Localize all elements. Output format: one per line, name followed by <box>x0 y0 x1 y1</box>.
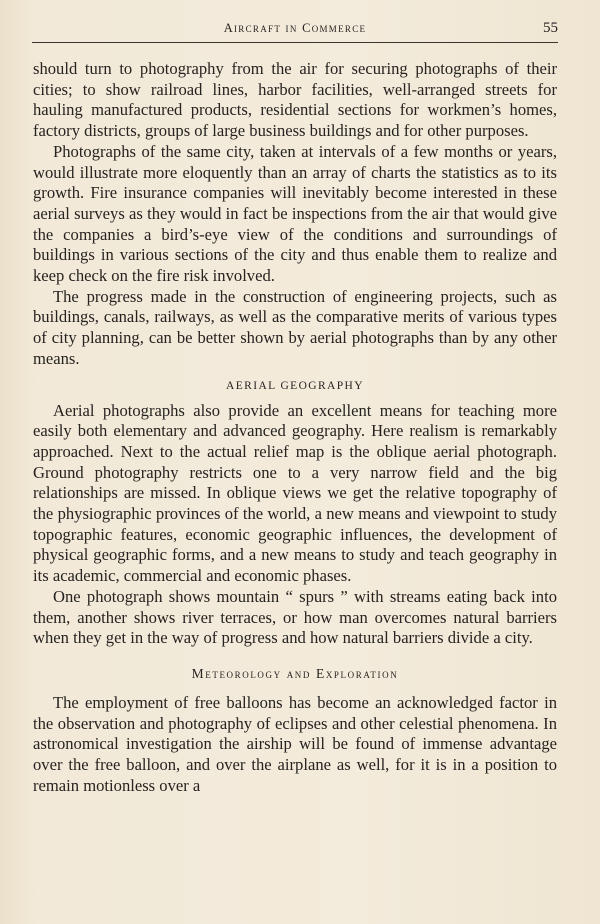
paragraph-mountain-spurs: One photograph shows mountain “ spurs ” with streams eating back into them, another shows river terraces, or how man overcomes natural barriers when they get in the way of progress and how natural barriers divide a city. <box>33 586 557 648</box>
paragraph-city-photographs: Photographs of the same city, taken at intervals of a few months or years, would illustrate more eloquently than an array of charts the statistics as to its growth. Fire insurance companies will inevitably become interested in these aerial surveys as they would in fact be inspections from the air that would give the companies a bird’s-eye view of the conditions and surroundings of buildings in various sections of the city and thus enable them to realize and keep check on the fire risk involved. <box>33 141 557 286</box>
running-head <box>32 20 558 43</box>
page-body <box>33 59 557 797</box>
running-title: Aircraft in Commerce <box>223 21 367 35</box>
paragraph-free-balloons: The employment of free balloons has become an acknowledged factor in the observation and photography of eclipses and other celestial phenomena. In astronomical investigation the airship will be found of immense advantage over the free balloon, and over the airplane as well, for it is in a position to remain motionless over a <box>33 692 557 795</box>
paragraph-engineering-projects: The progress made in the construction of engineering projects, such as buildings, canals, railways, as well as the comparative merits of various types of city planning, can be better shown by aerial photographs than by any other means. <box>33 286 557 368</box>
paragraph-continued: should turn to photography from the air for securing photographs of their cities; to show railroad lines, harbor facilities, well-arranged streets for hauling manufactured products, residential sections for workmen’s homes, factory districts, groups of large business buildings and for other purposes. <box>33 59 557 141</box>
page-number: 55 <box>543 20 558 36</box>
paragraph-aerial-geography: Aerial photographs also provide an excellent means for teaching more easily both elementary and advanced geography. Here realism is remarkably approached. Next to the actual relief map is the oblique aerial photograph. Ground photography restricts one to a very narrow field and the big relationships are missed. In oblique views we get the relative topography of the physiographic provinces of the world, a new means and viewpoint to study topographic features, economic geographic influences, the development of physical geographic forms, and a new means to study and teach geography in its academic, commercial and economic phases. <box>33 400 557 586</box>
section-heading-aerial-geography: AERIAL GEOGRAPHY <box>226 379 364 392</box>
section-heading-meteorology: Meteorology and Exploration <box>191 665 399 681</box>
